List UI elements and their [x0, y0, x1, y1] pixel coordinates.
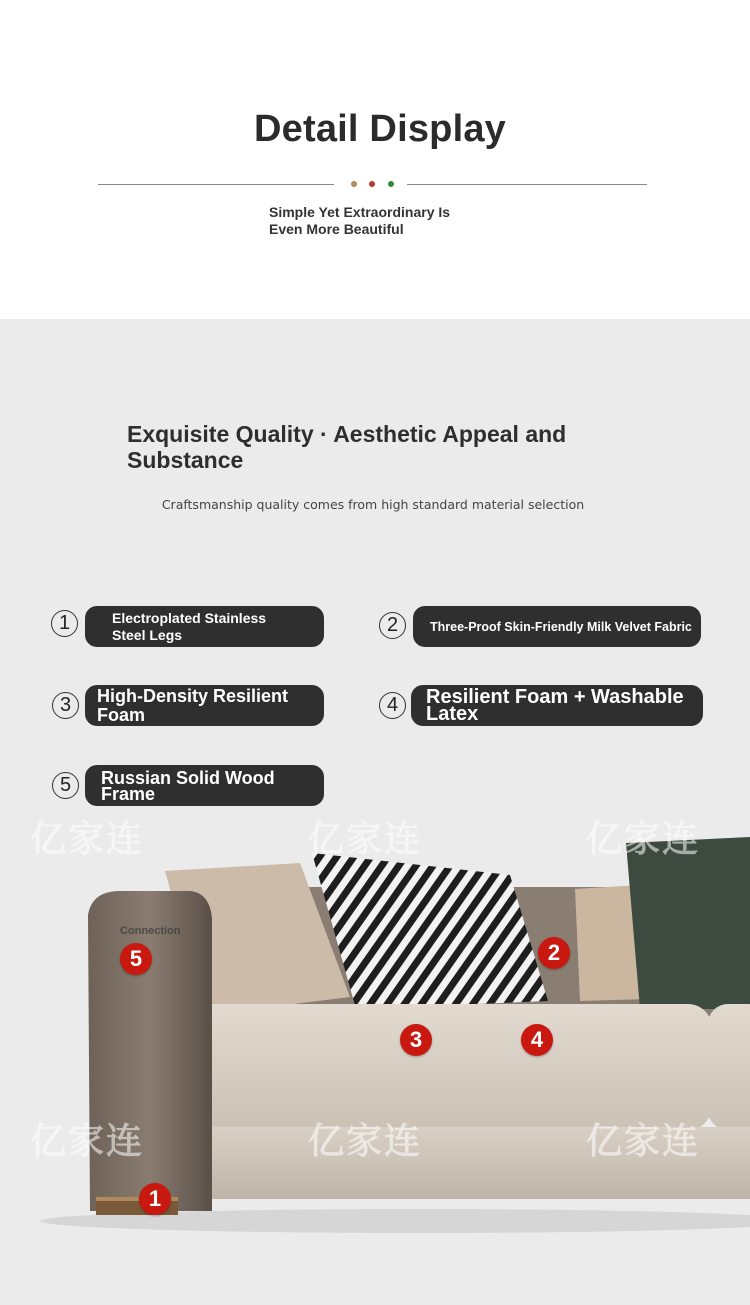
connection-label: Connection	[120, 925, 181, 937]
sofa-image	[0, 819, 750, 1305]
header-section	[0, 0, 750, 319]
decor-dot-green	[388, 181, 394, 187]
watermark-text: 亿家连	[308, 1121, 423, 1162]
badge-4: 4	[521, 1024, 553, 1056]
badge-2: 2	[538, 937, 570, 969]
feature-number-3: 3	[52, 692, 79, 719]
page-title: Detail Display	[253, 108, 506, 150]
feature-label-2: Three-Proof Skin-Friendly Milk Velvet Fabric	[430, 619, 692, 634]
watermark-text: 亿家连	[30, 1121, 145, 1162]
feature-number-1: 1	[51, 610, 78, 637]
subtitle-line-2: Even More Beautiful	[269, 221, 404, 237]
decor-dot-brown	[351, 181, 357, 187]
feature-label-3: High-Density Resilient Foam	[97, 685, 289, 725]
badge-5: 5	[120, 943, 152, 975]
watermark-text: 亿家连	[308, 819, 423, 860]
divider-right	[407, 184, 647, 185]
watermark-text: 亿家连	[586, 1121, 701, 1162]
watermark-text: 亿家连	[30, 819, 145, 860]
divider-left	[98, 184, 334, 185]
feature-label-1: Electroplated Stainless Steel Legs	[112, 609, 267, 643]
feature-number-4: 4	[379, 692, 406, 719]
subtitle-line-1: Simple Yet Extraordinary Is	[269, 204, 451, 220]
feature-label-5: Russian Solid Wood Frame	[101, 767, 275, 804]
feature-pill-5	[85, 765, 324, 806]
feature-pill-1	[85, 606, 324, 647]
badge-1: 1	[139, 1183, 171, 1215]
feature-number-5: 5	[52, 772, 79, 799]
section-subline: Craftsmanship quality comes from high standard material selection	[161, 497, 585, 512]
sofa-illustration	[0, 819, 750, 1305]
feature-pill-2	[413, 606, 701, 647]
feature-number-2: 2	[379, 612, 406, 639]
watermark-text: 亿家连	[586, 819, 701, 860]
page-subtitle	[269, 204, 489, 238]
section-headline: Exquisite Quality · Aesthetic Appeal and Substance	[127, 421, 567, 473]
feature-label-4: Resilient Foam + Washable Latex	[426, 685, 684, 725]
decor-dot-red	[369, 181, 375, 187]
feature-pill-3	[85, 685, 324, 726]
feature-pill-4	[411, 685, 703, 726]
badge-3: 3	[400, 1024, 432, 1056]
details-section	[0, 319, 750, 1305]
